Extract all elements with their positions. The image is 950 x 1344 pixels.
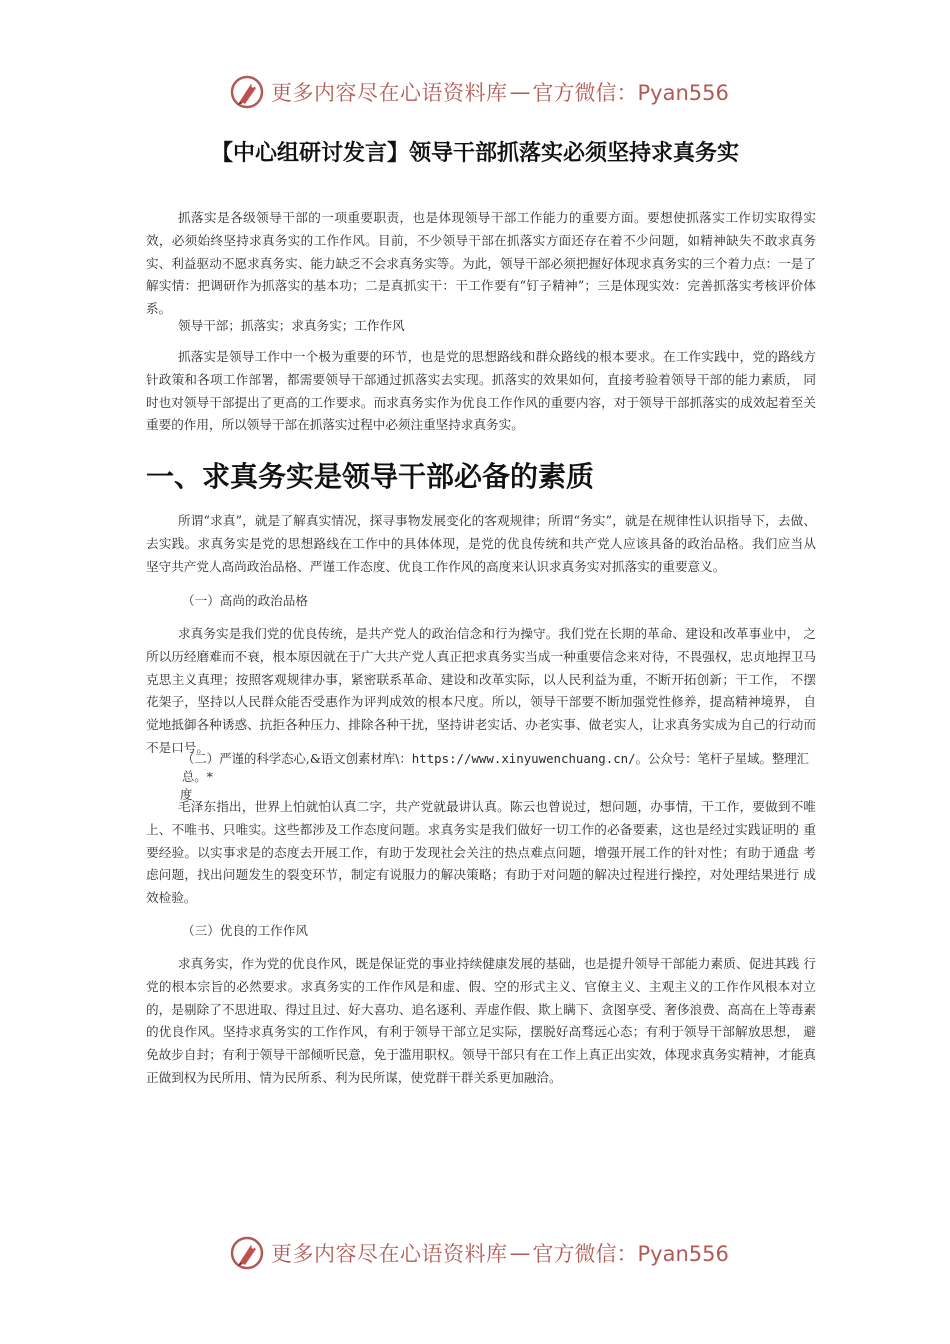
- document-title: 【中心组研讨发言】领导干部抓落实必须坚持求真务实: [210, 141, 739, 166]
- abstract-block: [146, 207, 816, 321]
- intro-block: [146, 346, 816, 437]
- banner-text: 更多内容尽在心语资料库: [271, 81, 508, 105]
- keywords-line: 领导干部；抓落实；求真务实；工作作风: [178, 318, 405, 333]
- sub1-heading: （一）高尚的政治品格: [182, 593, 308, 608]
- section1-heading-block: [146, 455, 816, 495]
- intro-paragraph: 抓落实是领导工作中一个极为重要的环节，也是党的思想路线和群众路线的根本要求。在工作实践中，党的路线方针政策和各项工作部署，都需要领导干部通过抓落实去实现。抓落实的效果如何，直接考验着领导干部的能力素质， 同时也对领导干部提出了更高的工作要求。而求真务实作为优良工作作风的重要内容，对于领导干部抓落实的成效起着至关重要的作用，所以领导干部在抓落实过程中必须注重坚持求真务实。: [146, 349, 816, 433]
- sub3-block: [146, 920, 816, 942]
- banner-separator: —: [509, 1241, 531, 1265]
- banner-wechat: 官方微信：Pyan556: [532, 1242, 729, 1266]
- pen-nib-logo-icon: [229, 1235, 265, 1271]
- banner-text: 更多内容尽在心语资料库: [271, 1242, 508, 1266]
- sub2-body: [146, 796, 816, 910]
- section1-paragraph: 所谓“求真”，就是了解真实情况，探寻事物发展变化的客观规律；所谓“务实”，就是在规律性认识指导下，去做、去实践。求真务实是党的思想路线在工作中的具体体现，是党的优良传统和共产党人应该具备的政治品格。我们应当从 坚守共产党人高尚政治品格、严谨工作态度、优良工作作风的高度来认识求真务实对抓落实的重要意义。: [146, 513, 816, 574]
- section-heading: 一、求真务实是领导干部必备的素质: [146, 460, 595, 493]
- sub1-body: [146, 623, 816, 760]
- sub2-paragraph: 毛泽东指出，世界上怕就怕认真二字，共产党就最讲认真。陈云也曾说过，想问题，办事情，干工作，要做到不唯上、不唯书、只唯实。这些都涉及工作态度问题。求真务实是我们做好一切工作的必备要素，这也是经过实践证明的 重要经验。以实事求是的态度去开展工作，有助于发现社会关注的热点难点问题，增强开展工作的针对性；有助于通盘 考虑问题，找出问题发生的裂变环节，制定有说服力的解决策略；有助于对问题的解决过程进行操控，对处理结果进行 成效检验。: [146, 799, 816, 906]
- sub1-paragraph: 求真务实是我们党的优良传统，是共产党人的政治信念和行为操守。我们党在长期的革命、建设和改革事业中， 之所以历经磨难而不衰，根本原因就在于广大共产党人真正把求真务实当成一种重要信念来对待，不畏强权，忠贞地捍卫马克思主义真理；按照客观规律办事，紧密联系革命、建设和改革实际，以人民利益为重，不断开拓创新；干工作， 不摆花架子，坚持以人民群众能否受惠作为评判成效的根本尺度。所以，领导干部要不断加强党性修养，提高精神境界， 自觉地抵御各种诱惑、抗拒各种压力、排除各种干扰，坚持讲老实话、办老实事、做老实人，让求真务实成为自己的行动而不是口号。: [146, 626, 816, 755]
- banner-wechat: 官方微信：Pyan556: [532, 81, 729, 105]
- sub1-block: [146, 590, 816, 612]
- abstract-paragraph: 抓落实是各级领导干部的一项重要职责，也是体现领导干部工作能力的重要方面。要想使抓落实工作切实取得实 效，必须始终坚持求真务实的工作作风。目前，不少领导干部在抓落实方面还存在着不少问题，如精神缺失不敢求真务 实、利益驱动不愿求真务实、能力缺乏不会求真务实等。为此，领导干部必须把握好体现求真务实的三个着力点：一是了解实情：把调研作为抓落实的基本功；二是真抓实干：干工作要有“钉子精神”；三是体现实效：完善抓落实考核评价体系。: [146, 210, 816, 317]
- sub2-heading: [146, 750, 816, 786]
- sub2-heading-part1: （二）严谨的科学态心,&语文创素材库\：: [182, 751, 412, 766]
- source-url-link[interactable]: https://www.xinyuwenchuang.cn/: [411, 751, 636, 766]
- footer-banner: [229, 1233, 749, 1273]
- header-banner: [229, 72, 749, 112]
- section1-block: [146, 510, 816, 578]
- keywords-block: [146, 315, 816, 337]
- sub2-heading-tail-text: 度: [180, 787, 193, 802]
- sub2-heading-part2: 。公众号：笔杆子星域。整理汇总。*: [182, 751, 810, 784]
- sub3-heading: （三）优良的工作作风: [182, 923, 308, 938]
- sub3-body: [146, 953, 816, 1090]
- sub3-paragraph: 求真务实，作为党的优良作风，既是保证党的事业持续健康发展的基础，也是提升领导干部能力素质、促进其践 行党的根本宗旨的必然要求。求真务实的工作作风是和虚、假、空的形式主义、官僚主义、主观主义的工作作风根本对立的，是剔除了不思进取、得过且过、好大喜功、追名逐利、弄虚作假、欺上瞒下、贪图享受、奢侈浪费、高高在上等毒素的优良作风。坚持求真务实的工作作风，有利于领导干部立足实际，摆脱好高骛远心态；有利于领导干部解放思想， 避免故步自封；有利于领导干部倾听民意，免于滥用职权。领导干部只有在工作上真正出实效，体现求真务实精神，才能真正做到权为民所用、情为民所系、利为民所谋，使党群干群关系更加融洽。: [146, 956, 816, 1085]
- banner-separator: —: [509, 80, 531, 104]
- pen-nib-logo-icon: [229, 74, 265, 110]
